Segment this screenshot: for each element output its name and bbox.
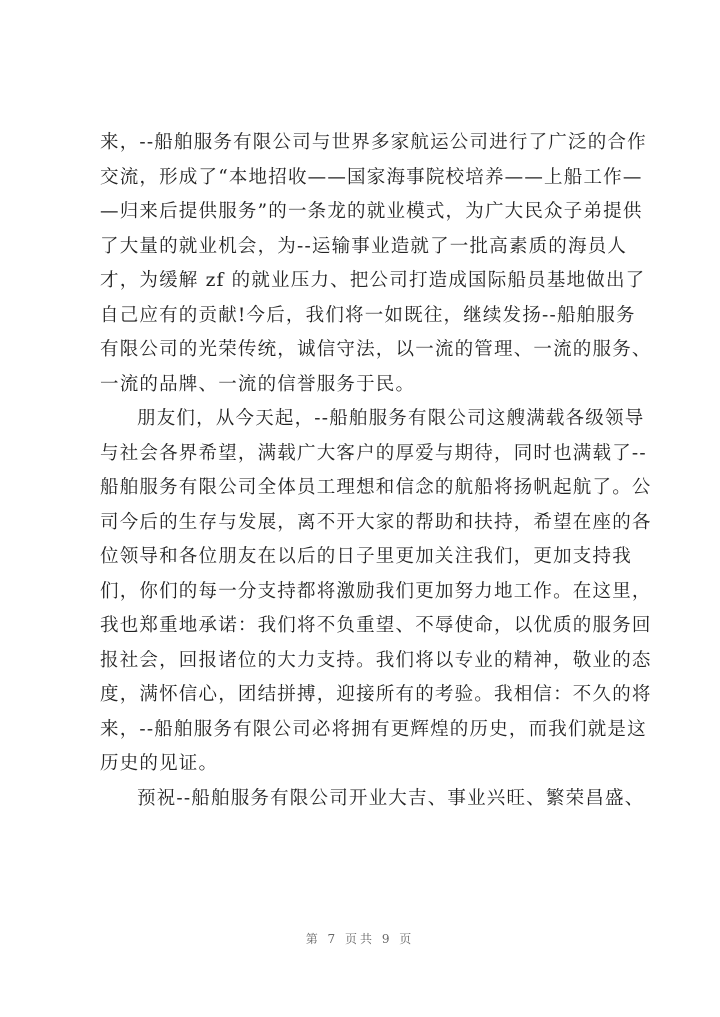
paragraph-1 xyxy=(100,126,652,402)
paragraph-2 xyxy=(100,402,652,782)
text-line: 来，--船舶服务有限公司必将拥有更辉煌的历史，而我们就是这 xyxy=(100,718,647,740)
text-line: 司今后的生存与发展，离不开大家的帮助和扶持，希望在座的各 xyxy=(100,511,652,533)
body-text xyxy=(100,126,652,816)
text-line: 朋友们，从今天起，--船舶服务有限公司这艘满载各级领导 xyxy=(137,408,645,429)
text-line: 一流的品牌、一流的信誉服务于民。 xyxy=(100,373,416,395)
text-line: 来，--船舶服务有限公司与世界多家航运公司进行了广泛的合作 xyxy=(100,132,647,153)
text-line: 历史的见证。 xyxy=(100,753,219,774)
paragraph-3 xyxy=(100,782,645,817)
text-line: 报社会，回报诸位的大力支持。我们将以专业的精神，敬业的态 xyxy=(100,649,652,671)
text-line: 交流，形成了“本地招收——国家海事院校培养——上船工作— xyxy=(100,166,643,188)
text-line: 才，为缓解 zf 的就业压力、把公司打造成国际船员基地做出了 xyxy=(100,270,646,291)
text-line: 自己应有的贡献!今后，我们将一如既往，继续发扬--船舶服务 xyxy=(100,304,636,326)
text-line: —归来后提供服务”的一条龙的就业模式，为广大民众子弟提供 xyxy=(100,201,643,222)
text-line: 度，满怀信心，团结拼搏，迎接所有的考验。我相信：不久的将 xyxy=(100,684,652,705)
text-line: 们，你们的每一分支持都将激励我们更加努力地工作。在这里， xyxy=(100,580,652,602)
text-line: 位领导和各位朋友在以后的日子里更加关注我们，更加支持我 xyxy=(100,546,632,567)
text-line: 有限公司的光荣传统，诚信守法，以一流的管理、一流的服务、 xyxy=(100,339,652,360)
text-line: 与社会各界希望，满载广大客户的厚爱与期待，同时也满载了-- xyxy=(100,442,647,464)
text-line: 我也郑重地承诺：我们将不负重望、不辱使命，以优质的服务回 xyxy=(100,615,652,636)
text-line: 了大量的就业机会，为--运输事业造就了一批高素质的海员人 xyxy=(100,235,628,257)
text-line: 预祝--船舶服务有限公司开业大吉、事业兴旺、繁荣昌盛、 xyxy=(137,787,645,809)
page-number-footer: 第 7 页共 9 页 xyxy=(305,932,415,946)
text-line: 船舶服务有限公司全体员工理想和信念的航船将扬帆起航了。公 xyxy=(100,477,652,498)
